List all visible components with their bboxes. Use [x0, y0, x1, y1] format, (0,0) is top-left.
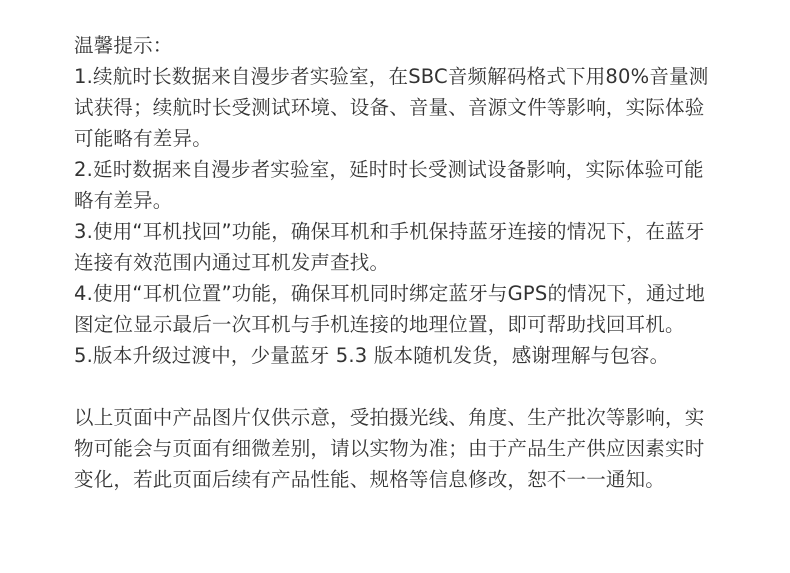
notice-item-1-line-3: 可能略有差异。 — [74, 127, 212, 150]
notice-item-5-line-1: 5.版本升级过渡中，少量蓝牙 5.3 版本随机发货，感谢理解与包容。 — [74, 344, 670, 367]
notice-item-4-line-1: 4.使用“耳机位置”功能，确保耳机同时绑定蓝牙与GPS的情况下，通过地 — [74, 282, 706, 305]
notice-title: 温馨提示： — [74, 34, 173, 57]
notice-item-2-line-1: 2.延时数据来自漫步者实验室，延时时长受测试设备影响，实际体验可能 — [74, 158, 704, 181]
notice-block — [74, 30, 764, 495]
notice-item-3-line-2: 连接有效范围内通过耳机发声查找。 — [74, 251, 390, 274]
notice-item-4-line-2: 图定位显示最后一次耳机与手机连接的地理位置，即可帮助找回耳机。 — [74, 313, 685, 336]
paragraph-spacer — [74, 371, 764, 402]
disclaimer-line-2: 物可能会与页面有细微差别，请以实物为准；由于产品生产供应因素实时 — [74, 437, 705, 460]
notice-item-3-line-1: 3.使用“耳机找回”功能，确保耳机和手机保持蓝牙连接的情况下，在蓝牙 — [74, 220, 705, 243]
notice-item-1-line-2: 试获得；续航时长受测试环境、设备、音量、音源文件等影响，实际体验 — [74, 96, 705, 119]
notice-item-1-line-1: 1.续航时长数据来自漫步者实验室，在SBC音频解码格式下用80%音量测 — [74, 65, 709, 88]
disclaimer-line-1: 以上页面中产品图片仅供示意，受拍摄光线、角度、生产批次等影响，实 — [74, 406, 705, 429]
disclaimer-line-3: 变化，若此页面后续有产品性能、规格等信息修改，恕不一一通知。 — [74, 468, 666, 491]
notice-item-2-line-2: 略有差异。 — [74, 189, 173, 212]
